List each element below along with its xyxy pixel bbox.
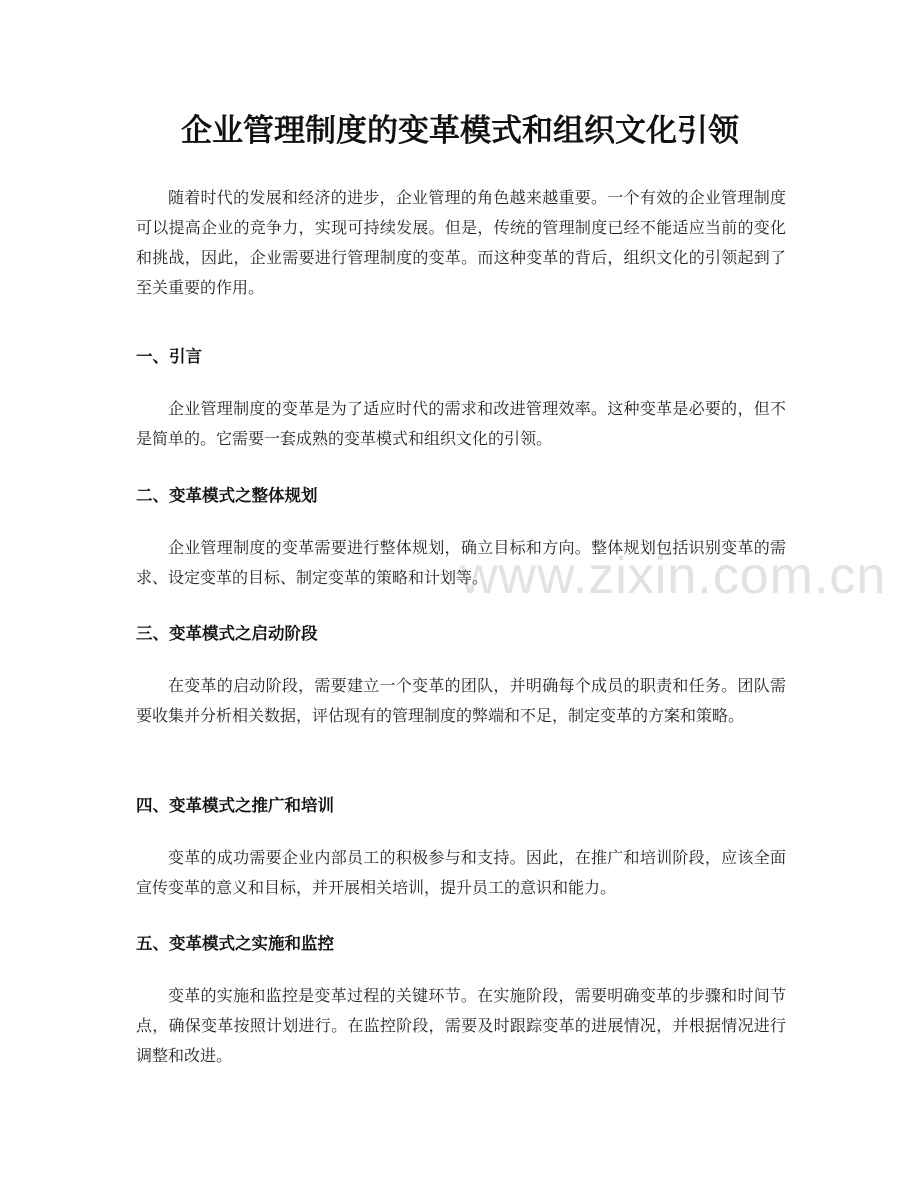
section-heading-3: 三、变革模式之启动阶段 xyxy=(136,624,318,643)
section-body-5: 变革的实施和监控是变革过程的关键环节。在实施阶段，需要明确变革的步骤和时间节点，确保变革按照计划进行。在监控阶段，需要及时跟踪变革的进展情况，并根据情况进行调整和改进。 xyxy=(136,986,786,1065)
section-heading-5: 五、变革模式之实施和监控 xyxy=(136,934,334,953)
section-body-3: 在变革的启动阶段，需要建立一个变革的团队，并明确每个成员的职责和任务。团队需要收集并分析相关数据，评估现有的管理制度的弊端和不足，制定变革的方案和策略。 xyxy=(136,676,786,725)
section-heading-2: 二、变革模式之整体规划 xyxy=(136,486,318,505)
section-heading-1: 一、引言 xyxy=(136,347,202,366)
section-body-2: 企业管理制度的变革需要进行整体规划，确立目标和方向。整体规划包括识别变革的需求、设定变革的目标、制定变革的策略和计划等。 xyxy=(136,538,786,587)
section-body-4: 变革的成功需要企业内部员工的积极参与和支持。因此，在推广和培训阶段，应该全面宣传变革的意义和目标，并开展相关培训，提升员工的意识和能力。 xyxy=(136,848,786,897)
section-heading-4: 四、变革模式之推广和培训 xyxy=(136,796,334,815)
section-body-1: 企业管理制度的变革是为了适应时代的需求和改进管理效率。这种变革是必要的，但不是简单的。它需要一套成熟的变革模式和组织文化的引领。 xyxy=(136,399,786,448)
watermark-text: www.zixin.com.cn xyxy=(460,547,887,605)
intro-paragraph: 随着时代的发展和经济的进步，企业管理的角色越来越重要。一个有效的企业管理制度可以提高企业的竞争力，实现可持续发展。但是，传统的管理制度已经不能适应当前的变化和挑战，因此，企业需要进行管理制度的变革。而这种变革的背后，组织文化的引领起到了至关重要的作用。 xyxy=(136,188,786,297)
document-title: 企业管理制度的变革模式和组织文化引领 xyxy=(181,113,739,149)
